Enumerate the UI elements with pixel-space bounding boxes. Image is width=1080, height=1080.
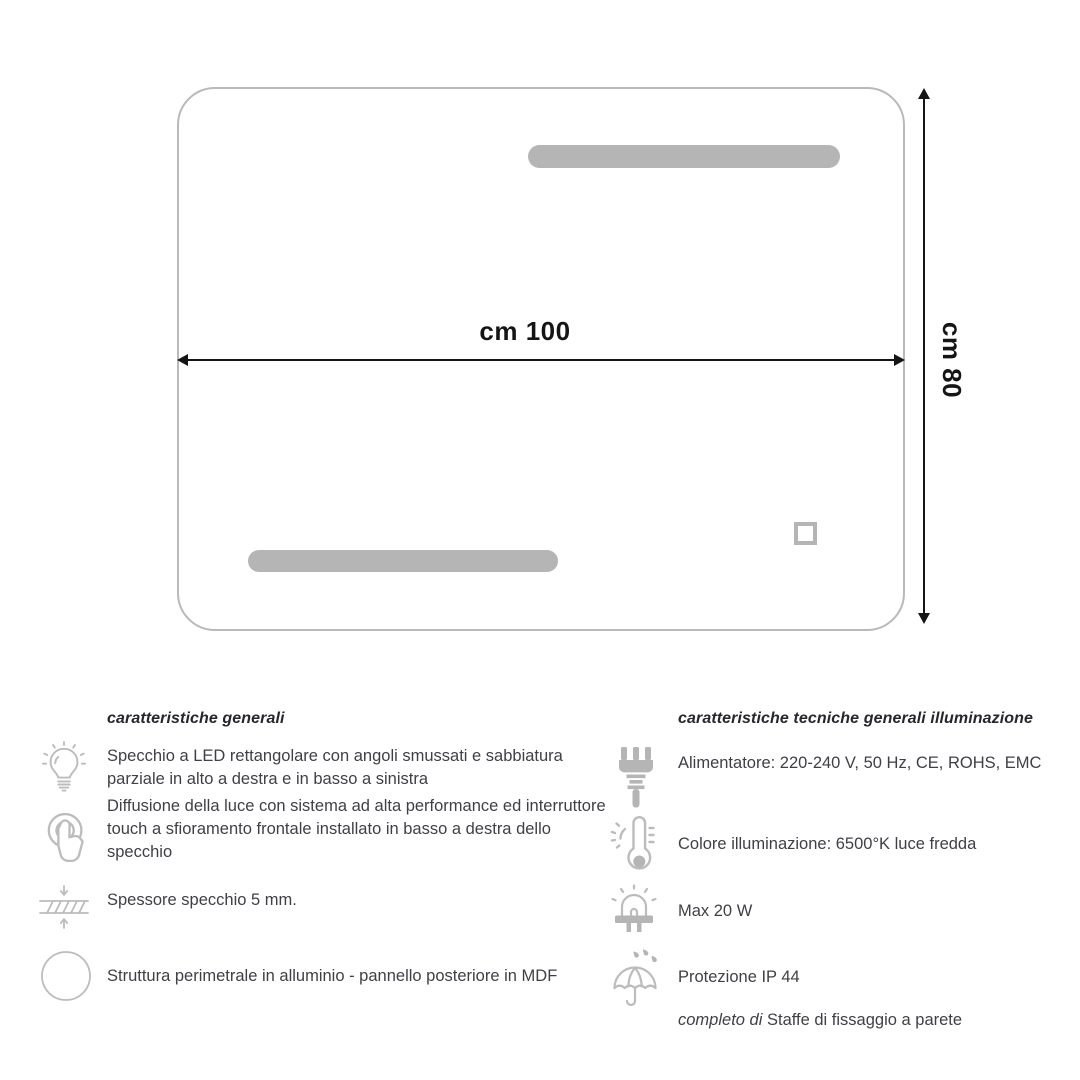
touch-icon: [44, 810, 90, 868]
umbrella-rain-icon: [610, 948, 662, 1008]
height-dimension-label: cm 80: [937, 321, 967, 399]
thickness-icon: [36, 884, 92, 930]
thermometer-icon: [608, 814, 656, 874]
frosted-bar-bottom-left: [248, 550, 558, 572]
footnote-italic-part: completo di: [678, 1011, 763, 1029]
width-dimension-line: [182, 359, 900, 361]
frame-circle-icon: [40, 948, 92, 1004]
arrowhead-down-icon: [918, 613, 930, 624]
touch-switch-marker: [794, 522, 817, 545]
arrowhead-up-icon: [918, 88, 930, 99]
arrowhead-left-icon: [177, 354, 188, 366]
feature-ip-protection: Protezione IP 44: [678, 968, 800, 986]
feature-light-color: Colore illuminazione: 6500°K luce fredda: [678, 835, 977, 853]
lightbulb-icon: [40, 740, 88, 796]
power-plug-icon: [618, 746, 654, 808]
left-column-header: caratteristiche generali: [107, 710, 285, 727]
mounting-footnote: [678, 1011, 1078, 1030]
feature-thickness: Spessore specchio 5 mm.: [107, 891, 297, 909]
feature-frame: Struttura perimetrale in alluminio - pannello posteriore in MDF: [107, 967, 558, 985]
footnote-regular-part: Staffe di fissaggio a parete: [762, 1011, 963, 1029]
led-diode-icon: [608, 884, 660, 938]
height-dimension-line: [923, 95, 925, 613]
frosted-bar-top-right: [528, 145, 840, 168]
feature-max-power: Max 20 W: [678, 902, 753, 920]
feature-power-supply: Alimentatore: 220-240 V, 50 Hz, CE, ROHS, EMC: [678, 754, 1042, 772]
right-column-header: caratteristiche tecniche generali illuminazione: [678, 710, 1034, 727]
width-dimension-label: cm 100: [479, 316, 571, 346]
feature-light-diffusion: Diffusione della luce con sistema ad alta performance ed interruttore touch a sfioramento frontale installato in basso a destra dello specchio: [107, 797, 606, 861]
feature-led-mirror: Specchio a LED rettangolare con angoli smussati e sabbiatura parziale in alto a destra e in basso a sinistra: [107, 747, 563, 788]
arrowhead-right-icon: [894, 354, 905, 366]
